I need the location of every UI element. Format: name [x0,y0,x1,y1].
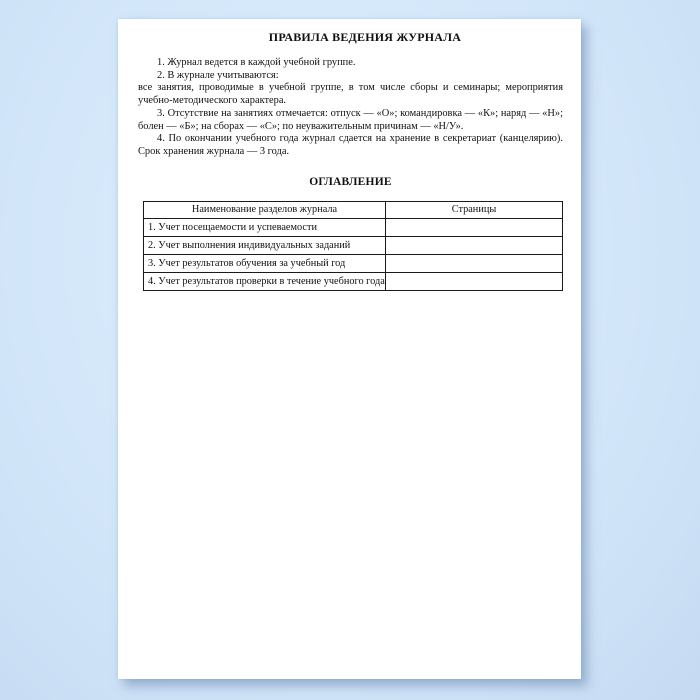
table-row [144,272,563,290]
rule-paragraph-4: 4. По окончании учебного года журнал сдается на хранение в секретариат (канцелярию). Срок хранения журнала — 3 года. [138,133,563,157]
table-row [144,218,563,236]
cell-pages [386,218,563,236]
rule-paragraph-3: 3. Отсутствие на занятиях отмечается: отпуск — «О»; командировка — «К»; наряд — «Н»; болен — «Б»; на сборах — «С»; по неуважительным причинам — «Н/У». [138,107,563,132]
rule-paragraph-1: 1. Журнал ведется в каждой учебной группе. [157,57,356,68]
document-title: ПРАВИЛА ВЕДЕНИЯ ЖУРНАЛА [268,30,462,44]
toc-table [143,201,563,291]
rules-list [138,57,563,159]
table-row [144,254,563,272]
toc-heading: ОГЛАВЛЕНИЕ [309,175,392,188]
rule-paragraph-2: 2. В журнале учитываются: [157,69,279,81]
cell-section-name: 3. Учет результатов обучения за учебный год [144,254,386,272]
cell-section-name: 4. Учет результатов проверки в течение учебного года [144,272,386,290]
table-header-pages: Страницы [386,201,563,218]
cell-section-name: 1. Учет посещаемости и успеваемости [144,218,386,236]
cell-pages [386,272,563,290]
table-header-row [144,201,563,218]
rule-paragraph-2-continuation: все занятия, проводимые в учебной группе, в том числе сборы и семинары; мероприятия учебно-методического характера. [138,82,563,107]
cell-pages [386,254,563,272]
cell-section-name: 2. Учет выполнения индивидуальных заданий [144,236,386,254]
table-row [144,236,563,254]
cell-pages [386,236,563,254]
document-page [118,19,581,679]
table-header-section-name: Наименование разделов журнала [144,201,386,218]
